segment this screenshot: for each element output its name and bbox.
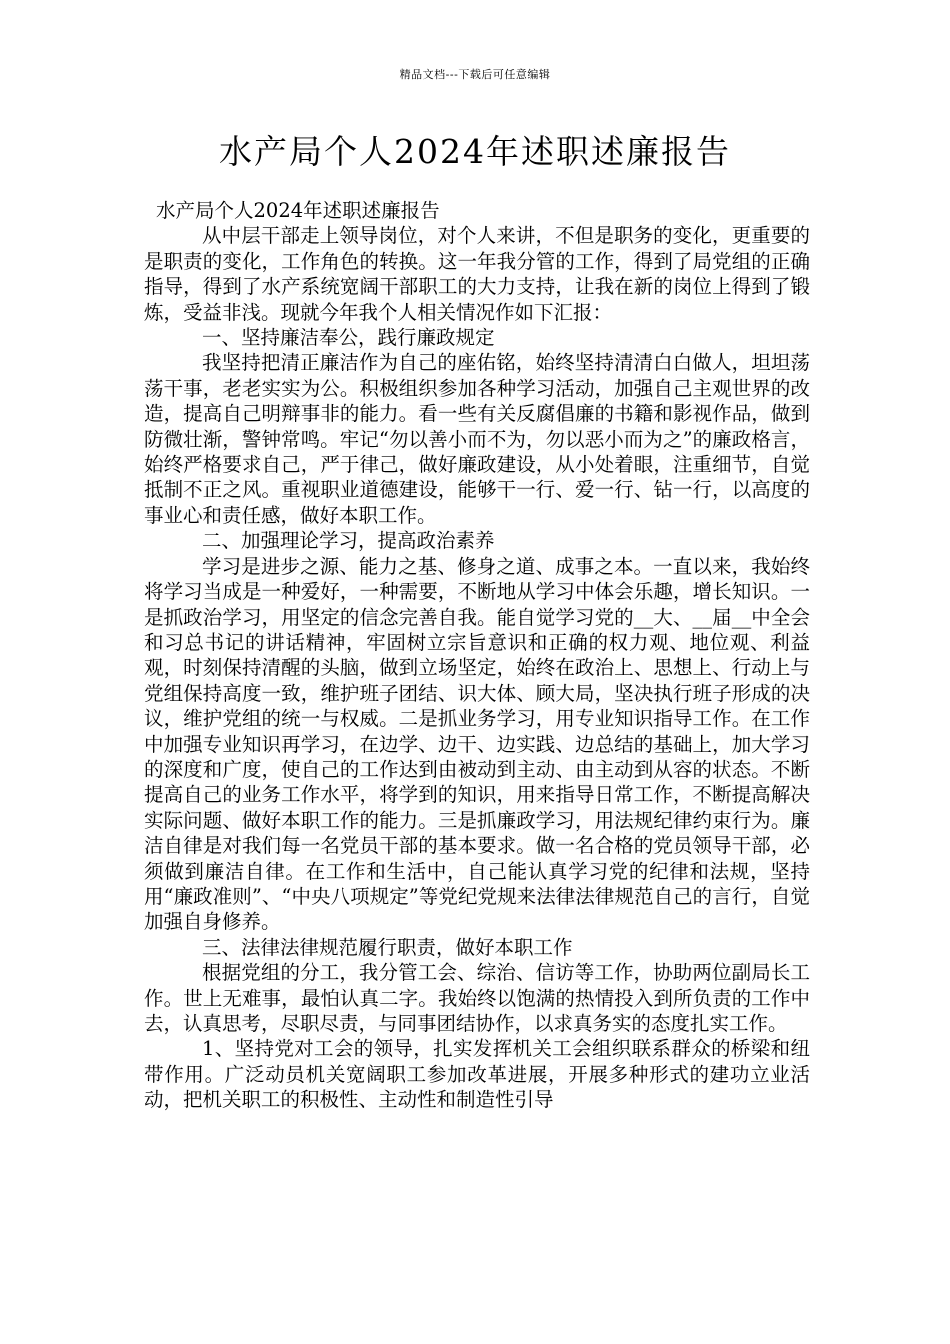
document-title: 水产局个人2024年述职述廉报告 [219,132,731,171]
section-heading-2: 二、加强理论学习，提高政治素养 [202,529,495,553]
paragraph-section-3: 根据党组的分工，我分管工会、综治、信访等工作，协助两位副局长工作。世上无难事，最怕认真二字。我始终以饱满的热情投入到所负责的工作中去，认真思考，尽职尽责，与同事团结协作，以求真务实的态度扎实工作。 [144,961,810,1035]
paragraph-intro: 从中层干部走上领导岗位，对个人来讲，不但是职务的变化，更重要的是职责的变化，工作角色的转换。这一年我分管的工作，得到了局党组的正确指导，得到了水产系统宽阔干部职工的大力支持，让我在新的岗位上得到了锻炼，受益非浅。现就今年我个人相关情况作如下汇报： [144,224,810,324]
paragraph-item-1: 1、坚持党对工会的领导，扎实发挥机关工会组织联系群众的桥梁和纽带作用。广泛动员机关宽阔职工参加改革进展，开展多种形式的建功立业活动，把机关职工的积极性、主动性和制造性引导 [144,1037,810,1112]
paragraph-section-2: 学习是进步之源、能力之基、修身之道、成事之本。一直以来，我始终将学习当成是一种爱好，一种需要，不断地从学习中体会乐趣，增长知识。一是抓政治学习，用坚定的信念完善自我。能自觉学习党的__大、__届__中全会和习总书记的讲话精神，牢固树立宗旨意识和正确的权力观、地位观、利益观，时刻保持清醒的头脑，做到立场坚定，始终在政治上、思想上、行动上与党组保持高度一致，维护班子团结、识大体、顾大局，坚决执行班子形成的决议，维护党组的统一与权威。二是抓业务学习，用专业知识指导工作。在工作中加强专业知识再学习，在边学、边干、边实践、边总结的基础上，加大学习的深度和广度，使自己的工作达到由被动到主动、由主动到从容的状态。不断提高自己的业务工作水平，将学到的知识，用来指导日常工作，不断提高解决实际问题、做好本职工作的能力。三是抓廉政学习，用法规纪律约束行为。廉洁自律是对我们每一名党员干部的基本要求。做一名合格的党员领导干部，必须做到廉洁自律。在工作和生活中，自己能认真学习党的纪律和法规，坚持用“廉政准则”、“中央八项规定”等党纪党规来法律法律规范自己的言行，自觉加强自身修养。 [144,554,810,934]
paragraph-section-1: 我坚持把清正廉洁作为自己的座佑铭，始终坚持清清白白做人，坦坦荡荡干事，老老实实为公。积极组织参加各种学习活动，加强自己主观世界的改造，提高自己明辩事非的能力。看一些有关反腐倡廉的书籍和影视作品，做到防微壮渐，警钟常鸣。牢记“勿以善小而不为，勿以恶小而为之”的廉政格言，始终严格要求自己，严于律己，做好廉政建设，从小处着眼，注重细节，自觉抵制不正之风。重视职业道德建设，能够干一行、爱一行、钻一行，以高度的事业心和责任感，做好本职工作。 [144,351,810,527]
section-heading-1: 一、坚持廉洁奉公，践行廉政规定 [202,326,495,350]
document-body [144,198,810,1113]
section-heading-3: 三、法律法律规范履行职责，做好本职工作 [202,935,573,959]
document-subtitle: 水产局个人2024年述职述廉报告 [156,199,440,222]
header-note: 精品文档---下载后可任意编辑 [399,68,551,81]
